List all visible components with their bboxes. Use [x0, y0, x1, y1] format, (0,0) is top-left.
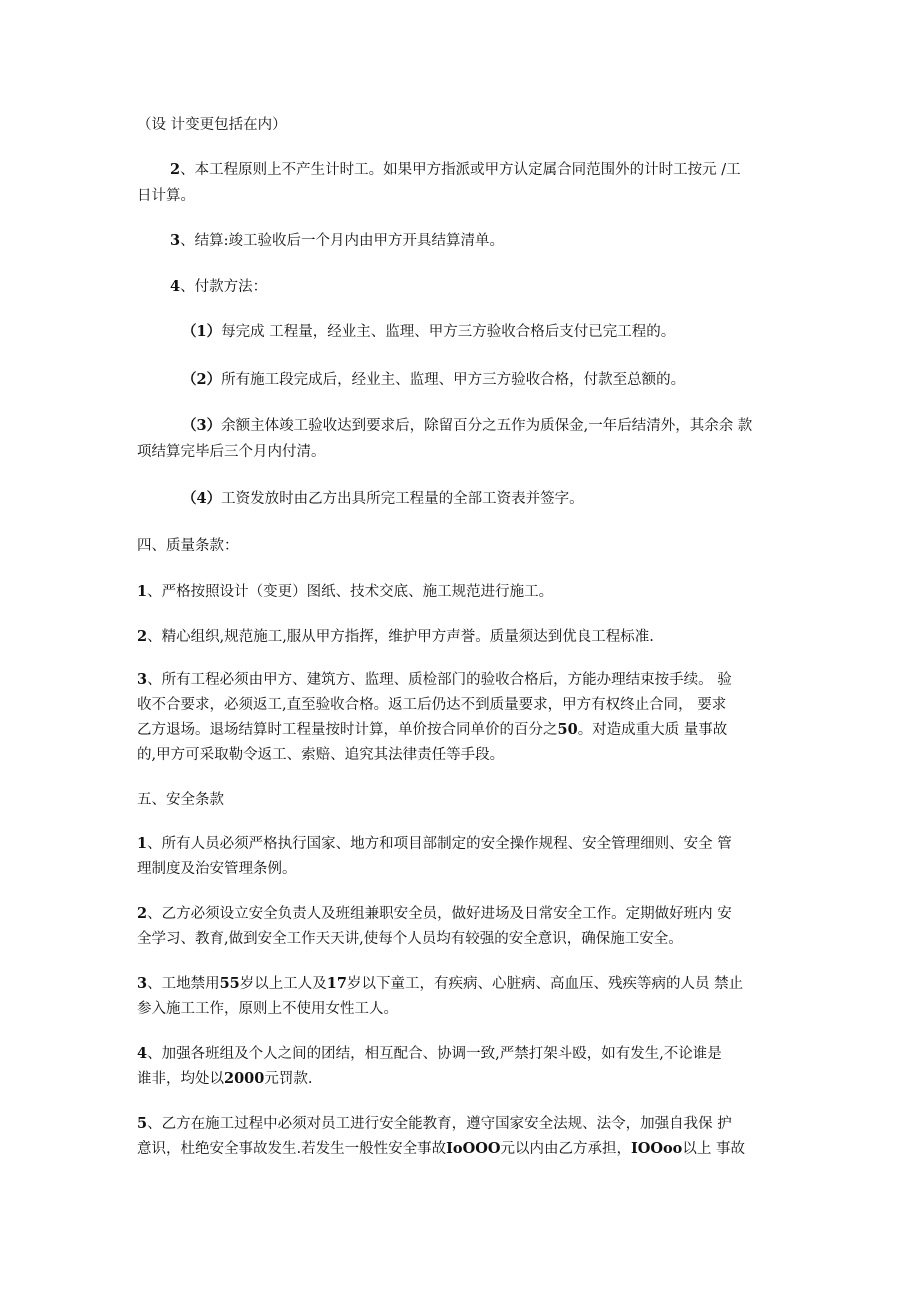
safety-item-1-cont: 理制度及治安管理条例。	[137, 861, 297, 877]
safety-item-4-cont: 谁非，均处以2000元罚款.	[137, 1070, 313, 1087]
section-heading-quality: 四、质量条款：	[137, 538, 239, 554]
payment-subitem-3-cont: 项结算完毕后三个月内付清。	[137, 444, 326, 460]
safety-item-3: 3、工地禁用55岁以上工人及17岁以下童工，有疾病、心脏病、高血压、残疾等病的人员 禁止	[137, 975, 744, 992]
section-heading-safety: 五、安全条款	[137, 792, 224, 808]
paragraph-design-change: （设 计变更包括在内）	[137, 117, 287, 133]
safety-item-3-cont: 参入施工工作，原则上不使用女性工人。	[137, 1001, 398, 1017]
paragraph-item-2-timework-cont: 日计算。	[137, 188, 195, 204]
quality-item-3-cont-2: 乙方退场。退场结算时工程量按时计算，单价按合同单价的百分之50。对造成重大质 量事故	[137, 721, 728, 738]
safety-item-2-cont: 全学习、教育,做到安全工作天天讲,使每个人员均有较强的安全意识，确保施工安全。	[137, 931, 683, 947]
quality-item-3-cont-1: 收不合要求，必须返工,直至验收合格。返工后仍达不到质量要求，甲方有权终止合同， 要求	[137, 697, 727, 713]
payment-subitem-3: （3）余额主体竣工验收达到要求后，除留百分之五作为质保金,一年后结清外，其余余 款	[182, 417, 753, 434]
safety-item-1: 1、所有人员必须严格执行国家、地方和项目部制定的安全操作规程、安全管理细则、安全 管	[137, 835, 732, 852]
paragraph-item-3-settlement: 3、结算:竣工验收后一个月内由甲方开具结算清单。	[170, 232, 504, 249]
payment-subitem-2: （2）所有施工段完成后，经业主、监理、甲方三方验收合格，付款至总额的。	[182, 371, 686, 388]
safety-item-4: 4、加强各班组及个人之间的团结，相互配合、协调一致,严禁打架斗殴，如有发生,不论谁是	[137, 1045, 722, 1062]
quality-item-2: 2、精心组织,规范施工,服从甲方指挥，维护甲方声誉。质量须达到优良工程标准.	[137, 628, 654, 645]
safety-item-2: 2、乙方必须设立安全负责人及班组兼职安全员，做好进场及日常安全工作。定期做好班内 安	[137, 905, 732, 922]
safety-item-5: 5、乙方在施工过程中必须对员工进行安全能教育，遵守国家安全法规、法令，加强自我保 护	[137, 1115, 732, 1132]
paragraph-item-2-timework: 2、本工程原则上不产生计时工。如果甲方指派或甲方认定属合同范围外的计时工按元 /工	[170, 161, 741, 178]
safety-item-5-cont: 意识，杜绝安全事故发生.若发生一般性安全事故IoOOO元以内由乙方承担，IOOoo以上 事故	[137, 1140, 745, 1157]
quality-item-3: 3、所有工程必须由甲方、建筑方、监理、质检部门的验收合格后，方能办理结束按手续。 验	[137, 671, 732, 688]
quality-item-1: 1、严格按照设计（变更）图纸、技术交底、施工规范进行施工。	[137, 583, 554, 600]
payment-subitem-1: （1）每完成 工程量，经业主、监理、甲方三方验收合格后支付已完工程的。	[182, 323, 676, 340]
paragraph-item-4-payment: 4、付款方法：	[170, 278, 268, 295]
payment-subitem-4: （4）工资发放时由乙方出具所完工程量的全部工资表并签字。	[182, 490, 584, 507]
quality-item-3-cont-3: 的,甲方可采取勒令返工、索赔、追究其法律责任等手段。	[137, 747, 505, 763]
